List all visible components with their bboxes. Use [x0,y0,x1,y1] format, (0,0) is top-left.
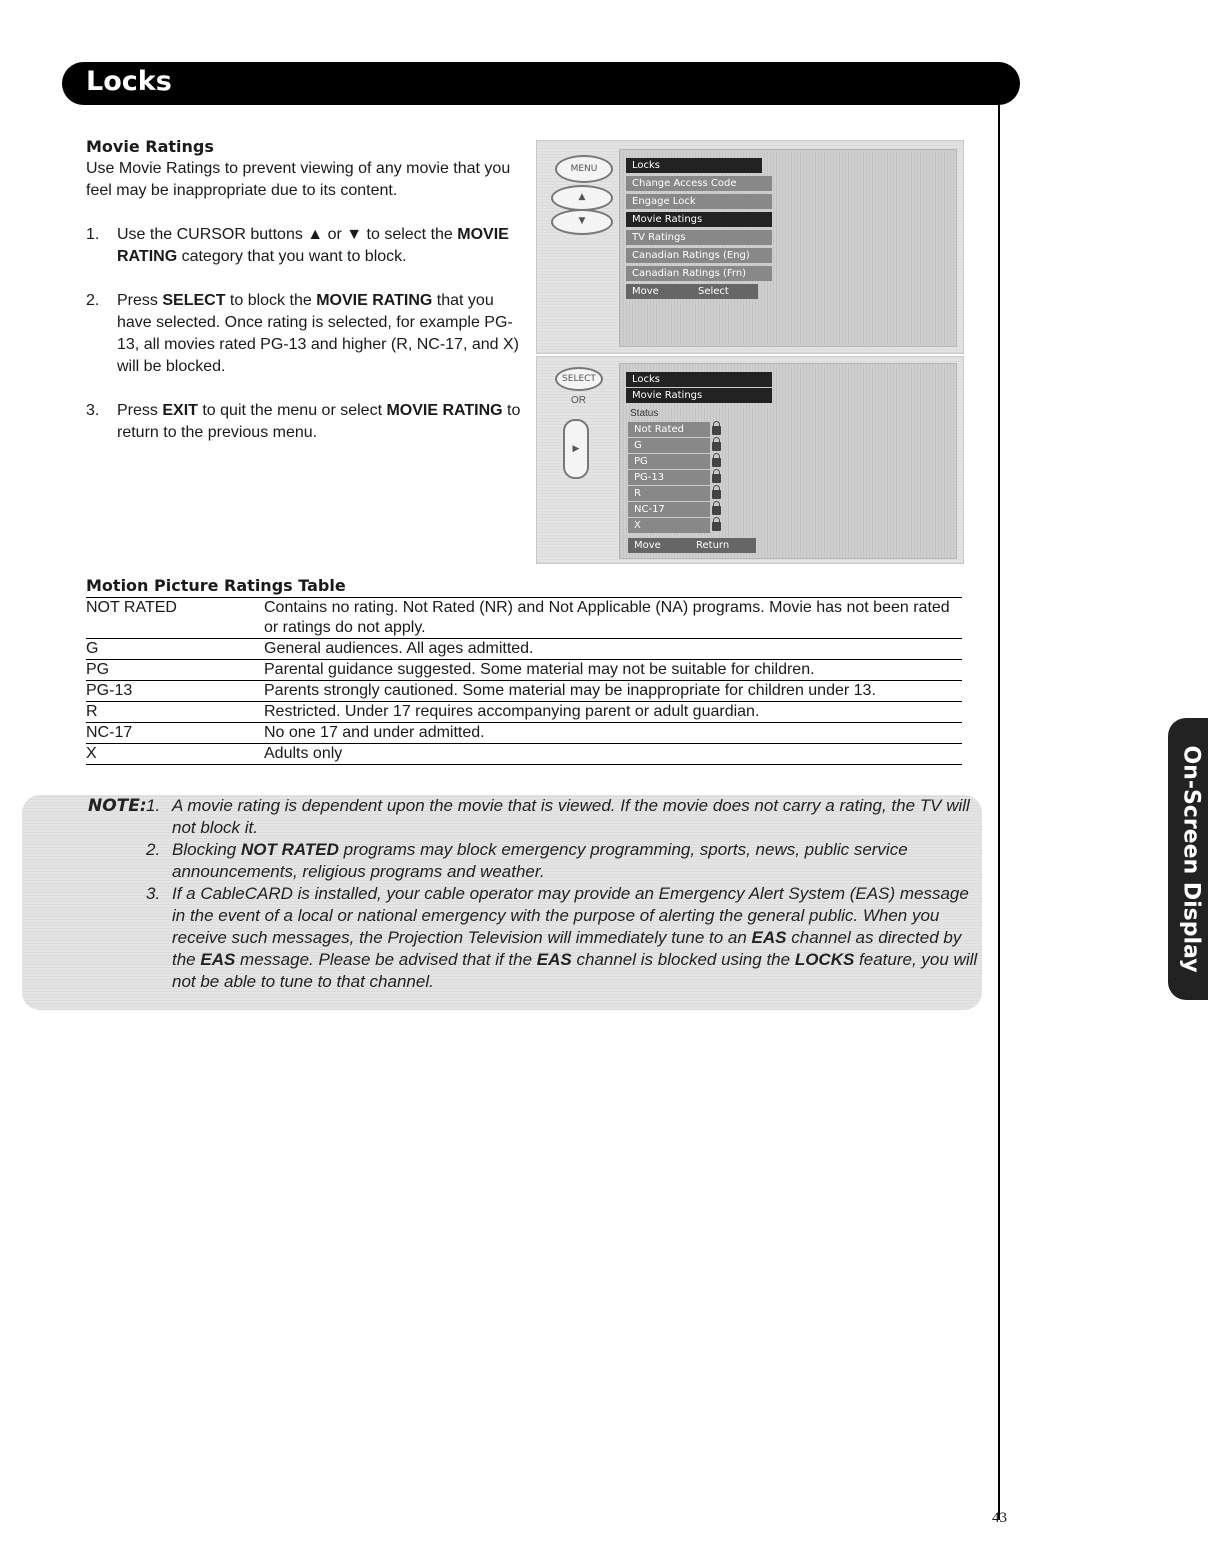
intro-body: Use Movie Ratings to prevent viewing of any movie that you feel may be inappropriate due to its content. [86,160,511,199]
rating-item: Not Rated [628,422,710,437]
note-text: programs may block emergency programming, sports, news, public service announcements, religious programs and weather. [172,840,908,881]
rating-code: PG [86,660,264,681]
section-title: Locks [86,66,172,97]
step-number: 2. [86,292,100,309]
note-bold: EAS [536,950,572,969]
rating-description: Restricted. Under 17 requires accompanying parent or adult guardian. [264,702,962,723]
step-bold: SELECT [162,292,226,309]
menu-item: Movie Ratings [626,388,772,403]
note-text: channel as directed by the [172,928,962,969]
menu-button [555,155,613,183]
step-item [86,224,526,268]
rating-code: PG-13 [86,681,264,702]
note-item [146,883,982,993]
note-bold: LOCKS [794,950,855,969]
note-text: Blocking [172,840,241,859]
step-text: category that you want to block. [177,248,407,265]
page-divider [998,100,1000,1520]
menu-button-label: MENU [570,164,598,174]
hint-return: Return [690,538,756,553]
side-tab-label: On-Screen Display [1178,745,1204,973]
note-block [22,795,982,1010]
lock-icon [712,442,721,451]
note-bold: EAS [751,928,787,947]
rating-description: General audiences. All ages admitted. [264,639,962,660]
or-label: OR [571,395,586,406]
lock-icon [712,426,721,435]
table-row [86,598,962,639]
intro-heading: Movie Ratings [86,137,214,156]
table-row [86,681,962,702]
hint-move: Move [628,538,690,553]
note-text: If a CableCARD is installed, your cable operator may provide an Emergency Alert System (EAS) message in the event of a local or national emergency with the purpose of alerting the general public. When you receive such messages, the Projection Television will immediately tune to an [172,884,969,947]
locks-menu-panel [619,149,957,347]
steps-list [86,224,526,444]
tv-screen-movie-ratings [536,356,964,564]
lock-icon [712,458,721,467]
step-text: to return to the previous menu. [117,402,521,441]
rating-item: PG-13 [628,470,710,485]
step-item [86,400,526,444]
cursor-up-button: ▲ [551,185,613,211]
step-number: 1. [86,226,100,243]
ratings-table [86,597,962,765]
movie-ratings-panel [619,363,957,559]
note-text: feature, you will not be able to tune to that channel. [172,950,978,991]
table-row [86,744,962,765]
cursor-right-button: ▶ [563,419,589,479]
rating-code: X [86,744,264,765]
menu-item: TV Ratings [626,230,772,245]
lock-icon [712,490,721,499]
select-button [555,367,603,391]
note-number: 3. [146,884,161,903]
hint-move: Move [626,284,692,299]
lock-icon [712,474,721,483]
remote-buttons [537,141,619,353]
step-text: to block the [225,292,317,309]
cursor-down-button: ▼ [551,209,613,235]
rating-description: Adults only [264,744,962,765]
movie-ratings-intro [86,136,526,466]
ratings-table-title: Motion Picture Ratings Table [86,576,346,595]
step-bold: EXIT [162,402,198,419]
step-item [86,290,526,378]
rating-description: Contains no rating. Not Rated (NR) and Not Applicable (NA) programs. Movie has not been rated or ratings do not apply. [264,598,962,639]
menu-item: Locks [626,372,772,387]
step-text: to quit the menu or select [197,402,387,419]
rating-code: R [86,702,264,723]
rating-code: G [86,639,264,660]
table-row [86,639,962,660]
rating-code: NC-17 [86,723,264,744]
note-item [146,795,982,839]
rating-item: PG [628,454,710,469]
table-row [86,660,962,681]
status-label: Status [630,408,659,419]
note-text: A movie rating is dependent upon the movie that is viewed. If the movie does not carry a rating, the TV will not block it. [172,796,970,837]
menu-item: Canadian Ratings (Eng) [626,248,772,263]
menu-item: Engage Lock [626,194,772,209]
note-number: 2. [146,840,161,859]
rating-description: Parents strongly cautioned. Some material may be inappropriate for children under 13. [264,681,962,702]
step-text: Press [117,292,163,309]
table-row [86,723,962,744]
menu-item: Movie Ratings [626,212,772,227]
menu-item: Canadian Ratings (Frn) [626,266,772,281]
step-text: that you have selected. Once rating is selected, for example PG-13, all movies rated PG-13 and higher (R, NC-17, and X) will be blocked. [117,292,519,375]
note-text: channel is blocked using the [571,950,795,969]
note-number: 1. [146,796,161,815]
step-bold: MOVIE RATING [316,292,433,309]
note-items [146,795,982,993]
step-text: Use the CURSOR buttons ▲ or ▼ to select the [117,226,458,243]
hint-select: Select [692,284,758,299]
lock-icon [712,506,721,515]
step-bold: MOVIE RATING [386,402,503,419]
rating-code: NOT RATED [86,598,264,639]
note-bold: EAS [200,950,236,969]
note-item [146,839,982,883]
side-tab [1168,718,1208,1000]
step-number: 3. [86,402,100,419]
note-label: NOTE: [88,796,147,816]
page-number: 43 [992,1510,1007,1526]
rating-item: G [628,438,710,453]
rating-item: NC-17 [628,502,710,517]
menu-item: Locks [626,158,762,173]
tv-screen-locks-menu [536,140,964,354]
lock-icon [712,522,721,531]
rating-description: No one 17 and under admitted. [264,723,962,744]
section-header-bar [62,62,1020,105]
remote-buttons [537,357,619,563]
step-bold: MOVIE RATING [117,226,509,265]
rating-item: R [628,486,710,501]
step-text: Press [117,402,163,419]
rating-description: Parental guidance suggested. Some material may not be suitable for children. [264,660,962,681]
note-bold: NOT RATED [240,840,339,859]
menu-item: Change Access Code [626,176,772,191]
table-row [86,702,962,723]
rating-item: X [628,518,710,533]
note-text: message. Please be advised that if the [235,950,537,969]
select-button-label: SELECT [562,374,596,384]
